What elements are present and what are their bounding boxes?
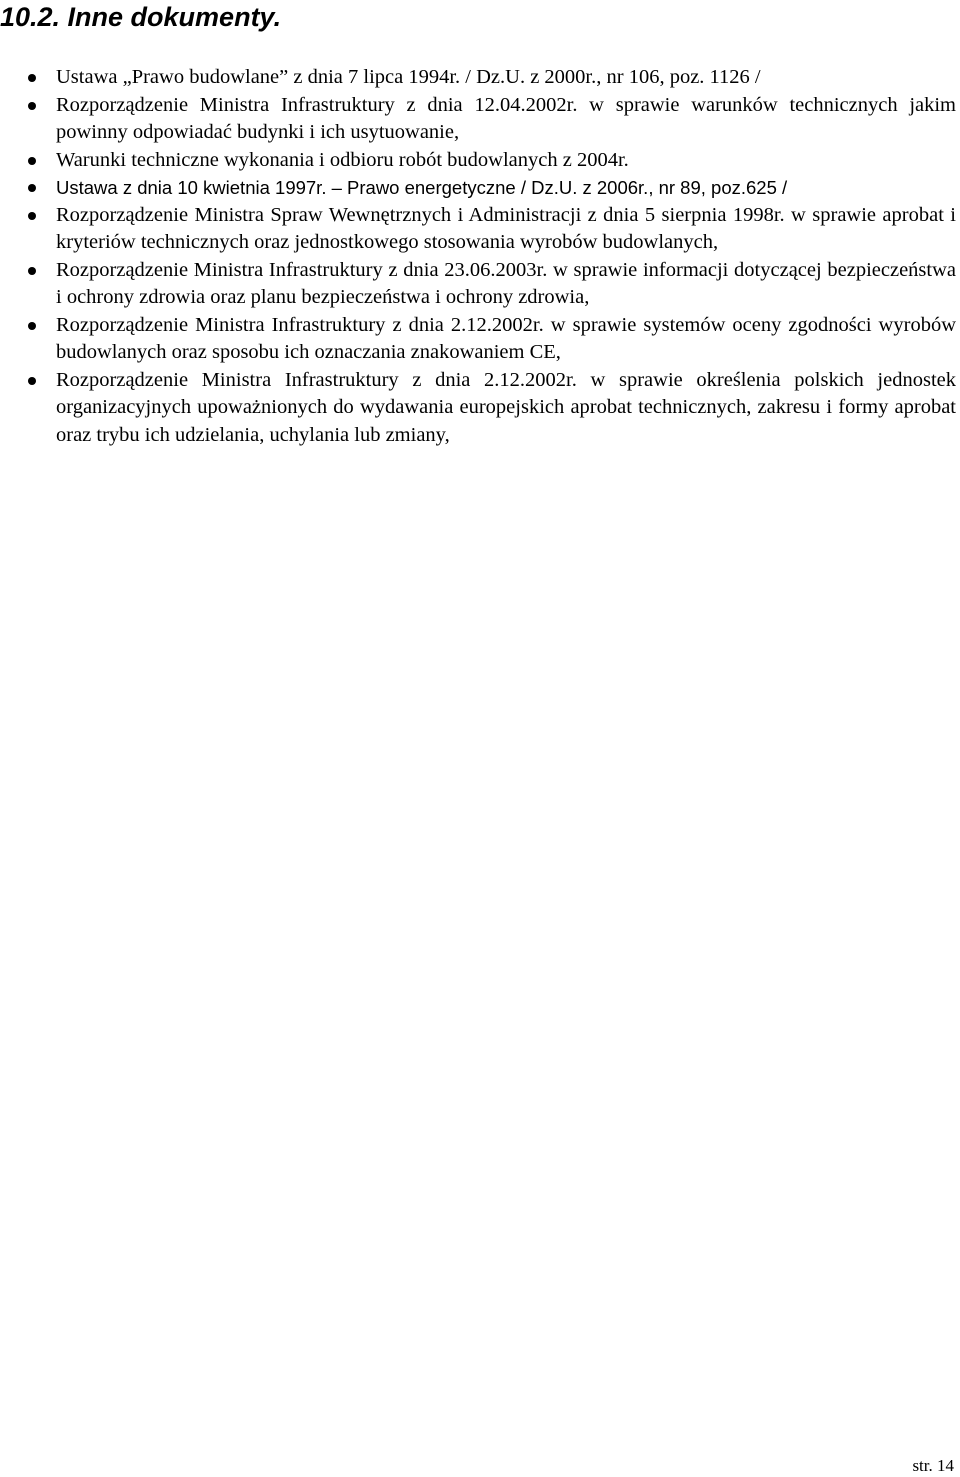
list-item-text: Warunki techniczne wykonania i odbioru robót budowlanych z 2004r. <box>56 148 629 171</box>
list-item <box>0 92 960 147</box>
list-item-text: Ustawa z dnia 10 kwietnia 1997r. – Prawo energetyczne / Dz.U. z 2006r., nr 89, poz.625 / <box>56 177 788 198</box>
list-item <box>0 147 960 175</box>
list-item <box>0 174 960 202</box>
bullet-icon <box>28 212 36 220</box>
bullet-icon <box>28 322 36 330</box>
list-item <box>0 64 960 92</box>
list-item-text: Rozporządzenie Ministra Infrastruktury z dnia 2.12.2002r. w sprawie określenia polskich jednostek organizacyjnych upoważnionych do wydawania europejskich aprobat technicznych, zakresu i formy aprobat oraz trybu ich udzielania, uchylania lub zmiany, <box>56 368 956 446</box>
list-item-text: Rozporządzenie Ministra Infrastruktury z dnia 2.12.2002r. w sprawie systemów oceny zgodności wyrobów budowlanych oraz sposobu ich oznaczania znakowaniem CE, <box>56 313 956 363</box>
list-item <box>0 202 960 257</box>
section-heading: 10.2. Inne dokumenty. <box>0 2 282 32</box>
bullet-icon <box>28 157 36 165</box>
list-item-text: Ustawa „Prawo budowlane” z dnia 7 lipca 1994r. / Dz.U. z 2000r., nr 106, poz. 1126 / <box>56 66 761 88</box>
list-item-text: Rozporządzenie Ministra Spraw Wewnętrznych i Administracji z dnia 5 sierpnia 1998r. w sprawie aprobat i kryteriów technicznych oraz jednostkowego stosowania wyrobów budowlanych, <box>56 203 956 253</box>
bullet-icon <box>28 184 36 192</box>
list-item <box>0 312 960 367</box>
bullet-icon <box>28 74 36 82</box>
bullet-icon <box>28 102 36 110</box>
bullet-icon <box>28 377 36 385</box>
list-item-text: Rozporządzenie Ministra Infrastruktury z dnia 23.06.2003r. w sprawie informacji dotyczącej bezpieczeństwa i ochrony zdrowia oraz planu bezpieczeństwa i ochrony zdrowia, <box>56 258 956 308</box>
list-item-text: Rozporządzenie Ministra Infrastruktury z dnia 12.04.2002r. w sprawie warunków technicznych jakim powinny odpowiadać budynki i ich usytuowanie, <box>56 93 956 143</box>
list-item <box>0 257 960 312</box>
page-number: str. 14 <box>912 1456 954 1475</box>
list-item <box>0 367 960 450</box>
bullet-icon <box>28 267 36 275</box>
documents-list <box>0 64 960 449</box>
